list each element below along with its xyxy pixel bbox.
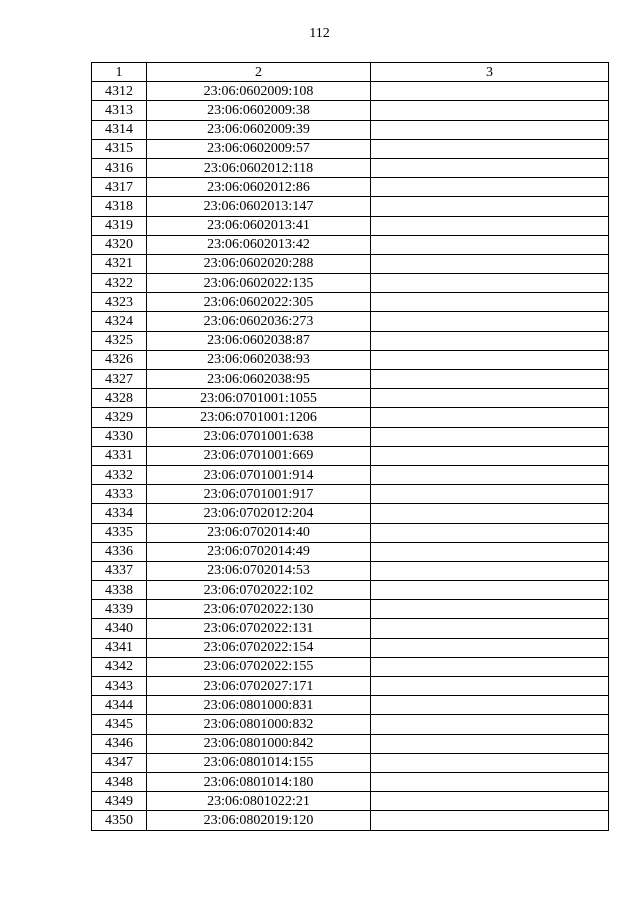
note-cell (371, 293, 609, 312)
row-number-cell: 4340 (92, 619, 147, 638)
note-cell (371, 581, 609, 600)
cadastral-number-cell: 23:06:0702022:102 (147, 581, 371, 600)
row-number-cell: 4323 (92, 293, 147, 312)
row-number-cell: 4348 (92, 772, 147, 791)
cadastral-number-cell: 23:06:0602009:38 (147, 101, 371, 120)
table-row (92, 696, 609, 715)
cadastral-number-cell: 23:06:0801022:21 (147, 792, 371, 811)
table-row (92, 331, 609, 350)
table-row (92, 638, 609, 657)
cadastral-number-cell: 23:06:0602038:87 (147, 331, 371, 350)
cadastral-number-cell: 23:06:0701001:638 (147, 427, 371, 446)
row-number-cell: 4326 (92, 350, 147, 369)
note-cell (371, 216, 609, 235)
cadastral-number-cell: 23:06:0602012:118 (147, 158, 371, 177)
note-cell (371, 696, 609, 715)
note-cell (371, 619, 609, 638)
table-row (92, 677, 609, 696)
cadastral-number-cell: 23:06:0702022:131 (147, 619, 371, 638)
note-cell (371, 120, 609, 139)
note-cell (371, 465, 609, 484)
row-number-cell: 4324 (92, 312, 147, 331)
row-number-cell: 4346 (92, 734, 147, 753)
cadastral-number-cell: 23:06:0702014:53 (147, 561, 371, 580)
table-row (92, 389, 609, 408)
table-row (92, 350, 609, 369)
note-cell (371, 427, 609, 446)
cadastral-number-cell: 23:06:0801000:832 (147, 715, 371, 734)
cadastral-number-cell: 23:06:0602022:135 (147, 274, 371, 293)
table-row (92, 82, 609, 101)
cadastral-number-cell: 23:06:0602013:42 (147, 235, 371, 254)
row-number-cell: 4333 (92, 485, 147, 504)
row-number-cell: 4329 (92, 408, 147, 427)
cadastral-number-cell: 23:06:0701001:669 (147, 446, 371, 465)
cadastral-number-cell: 23:06:0802019:120 (147, 811, 371, 830)
table-row (92, 485, 609, 504)
note-cell (371, 638, 609, 657)
row-number-cell: 4320 (92, 235, 147, 254)
note-cell (371, 734, 609, 753)
row-number-cell: 4312 (92, 82, 147, 101)
note-cell (371, 82, 609, 101)
row-number-cell: 4335 (92, 523, 147, 542)
note-cell (371, 657, 609, 676)
note-cell (371, 753, 609, 772)
cadastral-number-cell: 23:06:0702014:49 (147, 542, 371, 561)
note-cell (371, 312, 609, 331)
cadastral-number-cell: 23:06:0602036:273 (147, 312, 371, 331)
table-row (92, 792, 609, 811)
cadastral-number-cell: 23:06:0602038:93 (147, 350, 371, 369)
note-cell (371, 504, 609, 523)
note-cell (371, 542, 609, 561)
table-row (92, 504, 609, 523)
cadastral-number-cell: 23:06:0801000:842 (147, 734, 371, 753)
table-row (92, 772, 609, 791)
note-cell (371, 197, 609, 216)
row-number-cell: 4342 (92, 657, 147, 676)
row-number-cell: 4347 (92, 753, 147, 772)
note-cell (371, 677, 609, 696)
cadastral-number-cell: 23:06:0701001:1206 (147, 408, 371, 427)
table-row (92, 523, 609, 542)
cadastral-number-cell: 23:06:0602020:288 (147, 254, 371, 273)
cadastral-number-cell: 23:06:0801014:180 (147, 772, 371, 791)
table-row (92, 619, 609, 638)
cadastral-number-cell: 23:06:0801014:155 (147, 753, 371, 772)
table-row (92, 581, 609, 600)
row-number-cell: 4345 (92, 715, 147, 734)
row-number-cell: 4330 (92, 427, 147, 446)
row-number-cell: 4321 (92, 254, 147, 273)
cadastral-number-cell: 23:06:0702022:130 (147, 600, 371, 619)
note-cell (371, 523, 609, 542)
cadastral-number-cell: 23:06:0801000:831 (147, 696, 371, 715)
note-cell (371, 331, 609, 350)
row-number-cell: 4337 (92, 561, 147, 580)
table-row (92, 600, 609, 619)
table-row (92, 561, 609, 580)
row-number-cell: 4343 (92, 677, 147, 696)
table-row (92, 408, 609, 427)
note-cell (371, 350, 609, 369)
table-row (92, 370, 609, 389)
note-cell (371, 389, 609, 408)
table-row (92, 254, 609, 273)
cadastral-number-cell: 23:06:0602009:108 (147, 82, 371, 101)
row-number-cell: 4325 (92, 331, 147, 350)
cadastral-number-cell: 23:06:0701001:1055 (147, 389, 371, 408)
row-number-cell: 4328 (92, 389, 147, 408)
table-row (92, 120, 609, 139)
table-row (92, 293, 609, 312)
row-number-cell: 4341 (92, 638, 147, 657)
table-row (92, 753, 609, 772)
table-row (92, 158, 609, 177)
row-number-cell: 4319 (92, 216, 147, 235)
note-cell (371, 235, 609, 254)
row-number-cell: 4332 (92, 465, 147, 484)
cadastral-number-cell: 23:06:0602013:41 (147, 216, 371, 235)
table-body (92, 82, 609, 830)
row-number-cell: 4338 (92, 581, 147, 600)
row-number-cell: 4317 (92, 178, 147, 197)
column-header-1: 1 (92, 63, 147, 82)
cadastral-number-cell: 23:06:0602022:305 (147, 293, 371, 312)
table-row (92, 235, 609, 254)
cadastral-number-cell: 23:06:0702022:154 (147, 638, 371, 657)
row-number-cell: 4314 (92, 120, 147, 139)
note-cell (371, 715, 609, 734)
table-row (92, 216, 609, 235)
cadastral-number-cell: 23:06:0702022:155 (147, 657, 371, 676)
table-row (92, 446, 609, 465)
row-number-cell: 4350 (92, 811, 147, 830)
note-cell (371, 485, 609, 504)
note-cell (371, 370, 609, 389)
row-number-cell: 4349 (92, 792, 147, 811)
note-cell (371, 772, 609, 791)
cadastral-number-cell: 23:06:0602012:86 (147, 178, 371, 197)
row-number-cell: 4327 (92, 370, 147, 389)
row-number-cell: 4331 (92, 446, 147, 465)
table-row (92, 715, 609, 734)
note-cell (371, 178, 609, 197)
table-row (92, 734, 609, 753)
table-row (92, 427, 609, 446)
row-number-cell: 4344 (92, 696, 147, 715)
table-row (92, 465, 609, 484)
registry-table (91, 62, 609, 831)
row-number-cell: 4339 (92, 600, 147, 619)
note-cell (371, 274, 609, 293)
table-row (92, 178, 609, 197)
page-number: 112 (309, 26, 330, 41)
cadastral-number-cell: 23:06:0701001:917 (147, 485, 371, 504)
cadastral-number-cell: 23:06:0702012:204 (147, 504, 371, 523)
note-cell (371, 139, 609, 158)
row-number-cell: 4322 (92, 274, 147, 293)
cadastral-number-cell: 23:06:0602009:57 (147, 139, 371, 158)
row-number-cell: 4313 (92, 101, 147, 120)
note-cell (371, 408, 609, 427)
note-cell (371, 101, 609, 120)
cadastral-number-cell: 23:06:0702014:40 (147, 523, 371, 542)
note-cell (371, 811, 609, 830)
table-row (92, 542, 609, 561)
column-header-3: 3 (371, 63, 609, 82)
table-row (92, 657, 609, 676)
row-number-cell: 4334 (92, 504, 147, 523)
cadastral-number-cell: 23:06:0701001:914 (147, 465, 371, 484)
row-number-cell: 4318 (92, 197, 147, 216)
note-cell (371, 561, 609, 580)
row-number-cell: 4315 (92, 139, 147, 158)
cadastral-number-cell: 23:06:0602009:39 (147, 120, 371, 139)
note-cell (371, 600, 609, 619)
table-row (92, 197, 609, 216)
table-row (92, 312, 609, 331)
note-cell (371, 254, 609, 273)
table-row (92, 139, 609, 158)
note-cell (371, 158, 609, 177)
cadastral-number-cell: 23:06:0702027:171 (147, 677, 371, 696)
table-row (92, 274, 609, 293)
row-number-cell: 4336 (92, 542, 147, 561)
note-cell (371, 792, 609, 811)
table-row (92, 101, 609, 120)
column-header-2: 2 (147, 63, 371, 82)
table-header-row (92, 63, 609, 82)
cadastral-number-cell: 23:06:0602013:147 (147, 197, 371, 216)
cadastral-number-cell: 23:06:0602038:95 (147, 370, 371, 389)
note-cell (371, 446, 609, 465)
row-number-cell: 4316 (92, 158, 147, 177)
table-row (92, 811, 609, 830)
